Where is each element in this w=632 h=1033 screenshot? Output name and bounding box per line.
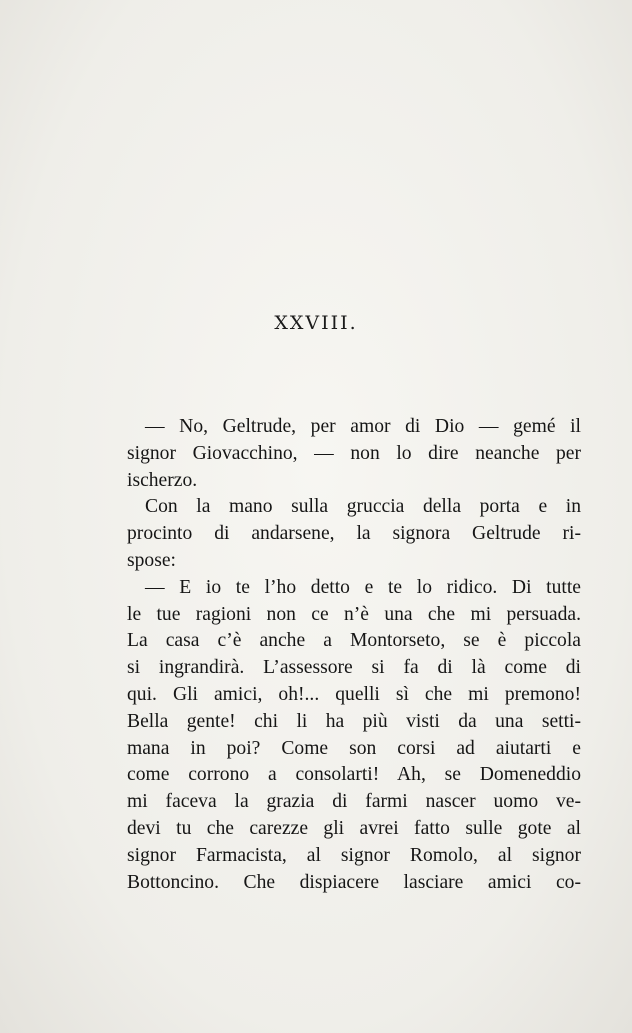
text-line: mi faceva la grazia di farmi nascer uomo ve- <box>127 791 581 813</box>
text-line: — E io te l’ho detto e te lo ridico. Di tutte <box>145 576 581 598</box>
text-line: qui. Gli amici, oh!... quelli sì che mi premono! <box>127 683 581 705</box>
text-line: signor Giovacchino, — non lo dire neanche per <box>127 442 581 464</box>
chapter-heading: XXVIII. <box>274 312 358 334</box>
text-line: Bottoncino. Che dispiacere lasciare amici co- <box>127 871 581 893</box>
text-line: devi tu che carezze gli avrei fatto sulle gote al <box>127 817 581 839</box>
text-line: Bella gente! chi li ha più visti da una setti- <box>127 710 581 732</box>
text-line: ischerzo. <box>127 469 198 491</box>
text-line: Con la mano sulla gruccia della porta e in <box>145 496 581 518</box>
text-line: signor Farmacista, al signor Romolo, al signor <box>127 844 581 866</box>
text-line: come corrono a consolarti! Ah, se Domeneddio <box>127 764 581 786</box>
text-line: mana in poi? Come son corsi ad aiutarti e <box>127 737 581 759</box>
text-line: La casa c’è anche a Montorseto, se è piccola <box>127 630 581 652</box>
text-line: procinto di andarsene, la signora Geltrude ri- <box>127 523 581 545</box>
page-body-text <box>127 414 581 896</box>
text-line: — No, Geltrude, per amor di Dio — gemé il <box>145 416 581 437</box>
text-line: le tue ragioni non ce n’è una che mi persuada. <box>127 603 581 625</box>
text-line: spose: <box>127 549 176 571</box>
text-line: si ingrandirà. L’assessore si fa di là come di <box>127 657 581 679</box>
